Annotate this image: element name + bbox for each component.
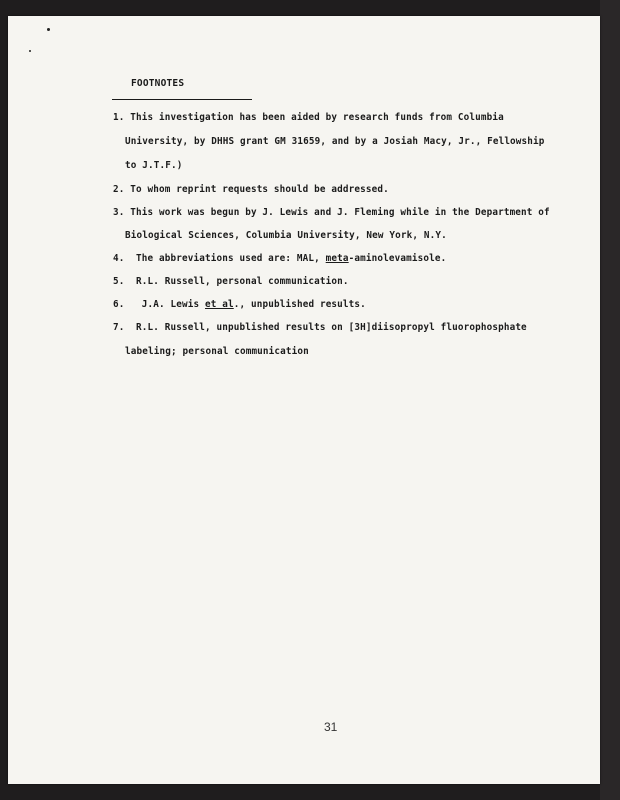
footnote-number: 7. <box>113 322 125 333</box>
footnote-text-end: ., unpublished results. <box>233 299 366 310</box>
footnote-1-line-3: to J.T.F.) <box>125 160 183 171</box>
footnote-number: 4. <box>113 253 125 264</box>
italic-term: meta <box>325 253 349 264</box>
footnote-number: 1. <box>113 112 125 123</box>
footnote-text: R.L. Russell, unpublished results on [3H]diisopropyl fluorophosphate <box>136 322 527 333</box>
footnote-text: This investigation has been aided by research funds from Columbia <box>130 112 504 123</box>
footnote-text: R.L. Russell, personal communication. <box>136 276 349 287</box>
footnote-3-line-2: Biological Sciences, Columbia University, New York, N.Y. <box>125 230 447 241</box>
footnote-1 <box>113 112 504 123</box>
footnote-text: To whom reprint requests should be addressed. <box>130 184 389 195</box>
footnote-number: 3. <box>113 207 125 218</box>
footnote-5 <box>113 276 349 287</box>
footnote-number: 2. <box>113 184 125 195</box>
footnote-text: This work was begun by J. Lewis and J. Fleming while in the Department of <box>130 207 550 218</box>
footnote-1-line-2: University, by DHHS grant GM 31659, and by a Josiah Macy, Jr., Fellowship <box>125 136 545 147</box>
footnote-text: The abbreviations used are: MAL, <box>136 253 326 264</box>
italic-term: et al <box>204 299 234 310</box>
footnote-number: 5. <box>113 276 125 287</box>
scan-edge <box>600 0 620 800</box>
footnote-number: 6. <box>113 299 125 310</box>
footnote-2 <box>113 184 389 195</box>
footnote-3 <box>113 207 550 218</box>
footnote-4 <box>113 253 446 264</box>
heading-underline <box>112 99 252 100</box>
footnote-text: J.A. Lewis <box>141 299 205 310</box>
footnote-7-line-2: labeling; personal communication <box>125 346 309 357</box>
scan-speck <box>29 50 31 52</box>
document-page <box>8 16 600 784</box>
page-number: 31 <box>324 720 338 734</box>
footnotes-heading: FOOTNOTES <box>131 78 185 89</box>
footnote-7 <box>113 322 527 333</box>
footnote-6 <box>113 299 366 310</box>
scan-speck <box>47 28 50 31</box>
footnote-text-end: -aminolevamisole. <box>348 253 447 264</box>
